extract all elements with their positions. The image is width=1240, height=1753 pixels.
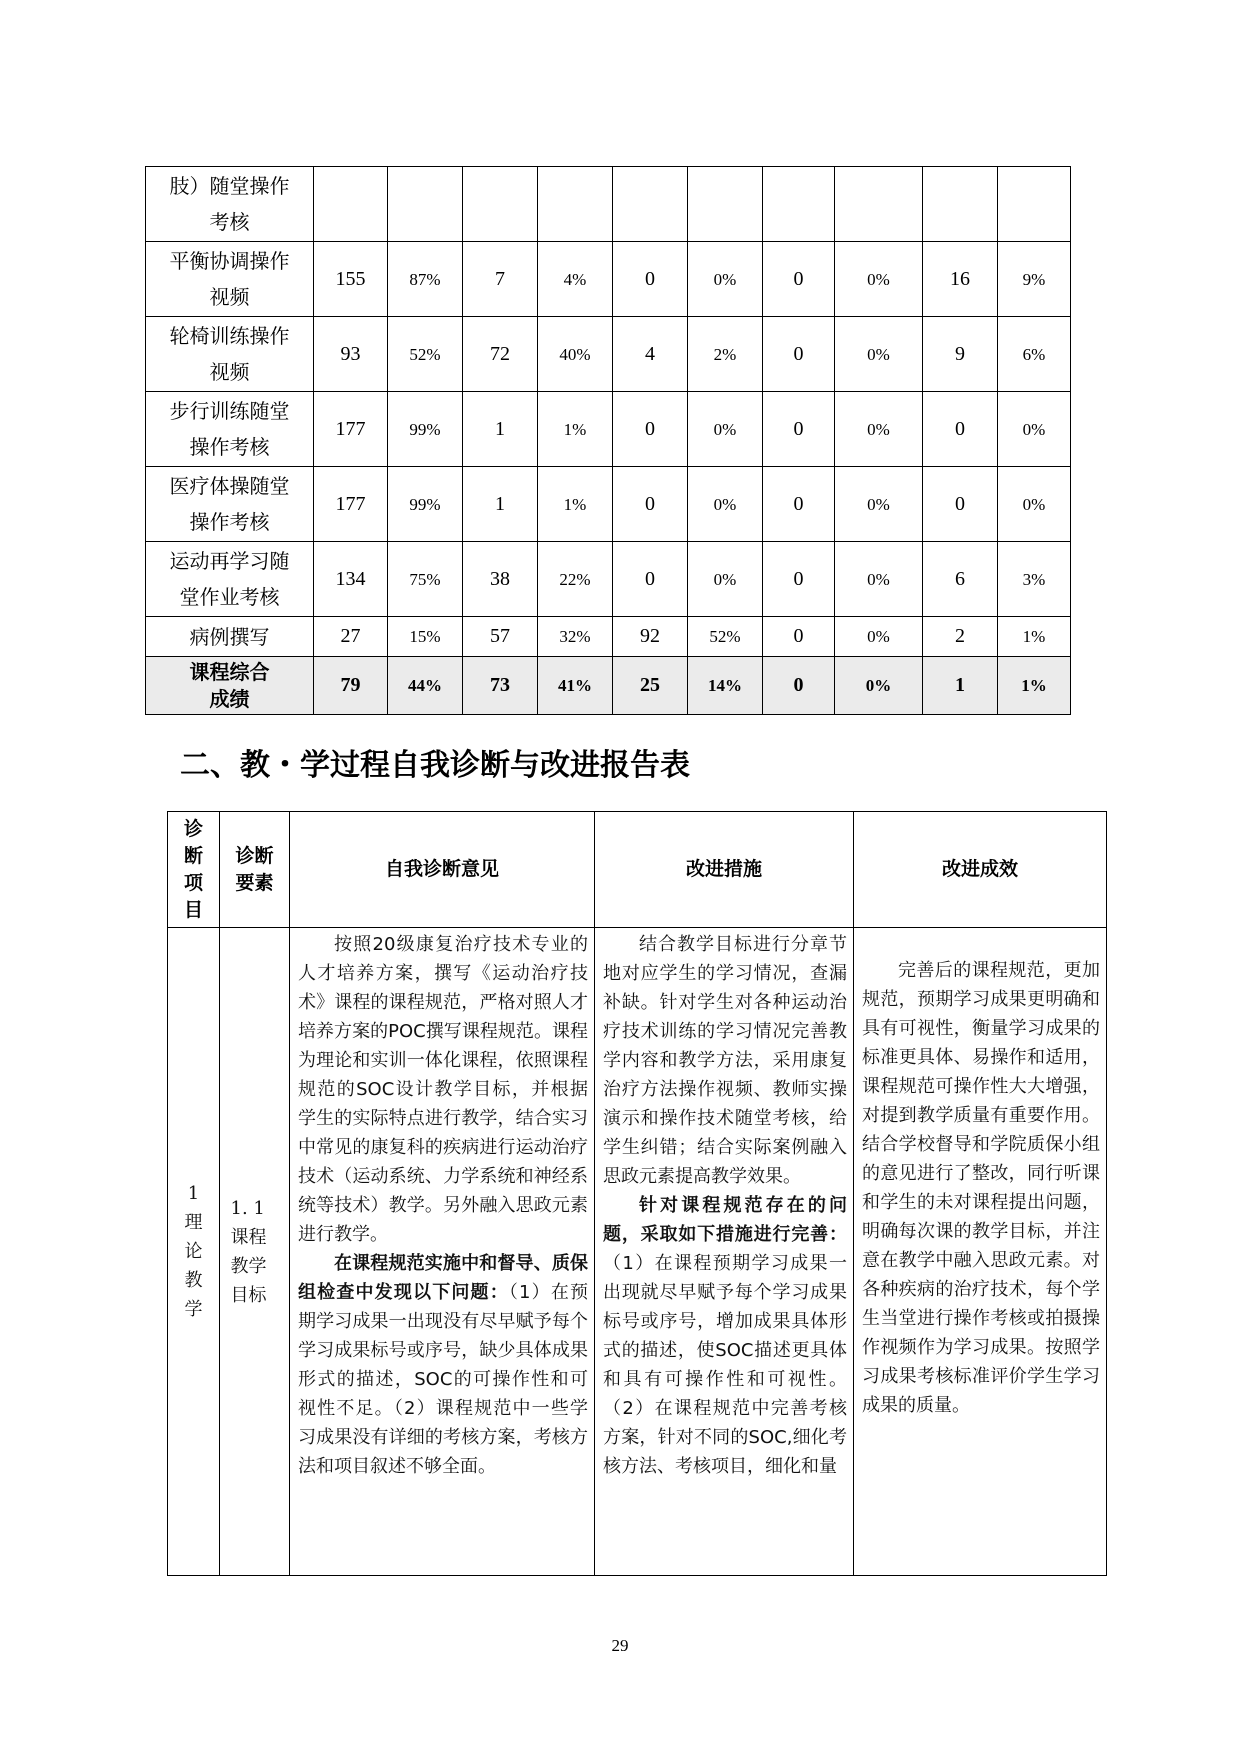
score-count-cell: 0 (763, 317, 835, 392)
header-improvement-effect: 改进成效 (854, 812, 1107, 928)
report-header-row (168, 812, 1107, 928)
header-self-diagnosis: 自我诊断意见 (290, 812, 595, 928)
score-percent-cell: 0% (998, 467, 1071, 542)
score-count-cell: 57 (463, 617, 538, 657)
score-percent-cell: 40% (538, 317, 613, 392)
header-diagnosis-item-label: 诊断项目 (183, 817, 203, 921)
score-count-cell: 27 (314, 617, 388, 657)
improvement-effect-text (854, 928, 1106, 1420)
score-percent-cell (998, 167, 1071, 242)
score-percent-cell: 0% (688, 242, 763, 317)
score-percent-cell: 32% (538, 617, 613, 657)
score-percent-cell: 99% (388, 467, 463, 542)
score-percent-cell (538, 167, 613, 242)
self-diagnosis-p1: 按照20级康复治疗技术专业的人才培养方案，撰写《运动治疗技术》课程的课程规范，严格对照人才培养方案的POC撰写课程规范。课程为理论和实训一体化课程，依照课程规范的SOC设计教学目标，并根据学生的实际特点进行教学，结合实习中常见的康复科的疾病进行运动治疗技术（运动系统、力学系统和神经系统等技术）教学。另外融入思政元素进行教学。 (298, 934, 588, 1245)
score-count-cell: 93 (314, 317, 388, 392)
score-percent-cell: 6% (998, 317, 1071, 392)
score-percent-cell: 75% (388, 542, 463, 617)
score-percent-cell: 52% (388, 317, 463, 392)
score-count-cell: 2 (923, 617, 998, 657)
score-count-cell: 0 (763, 617, 835, 657)
report-table (167, 811, 1107, 1576)
score-percent-cell: 1% (538, 392, 613, 467)
improvement-measures-p2-rest: （1）在课程预期学习成果一出现就尽早赋予每个学习成果标号或序号，增加成果具体形式的描述，使SOC描述更具体和具有可操作性和可视性。（2）在课程规范中完善考核方案，针对不同的SOC,细化考核方法、考核项目，细化和量 (603, 1253, 847, 1477)
score-count-cell: 155 (314, 242, 388, 317)
score-count-cell: 0 (923, 467, 998, 542)
score-count-cell: 25 (613, 657, 688, 715)
score-percent-cell: 0% (688, 467, 763, 542)
score-row-name: 轮椅训练操作视频 (146, 317, 314, 392)
self-diagnosis-p2-rest: （1）在预期学习成果一出现没有尽早赋予每个学习成果标号或序号，缺少具体成果形式的描述，SOC的可操作性和可视性不足。（2）课程规范中一些学习成果没有详细的考核方案，考核方法和项目叙述不够全面。 (298, 1282, 589, 1477)
score-count-cell: 0 (613, 242, 688, 317)
score-count-cell: 0 (763, 242, 835, 317)
score-percent-cell: 0% (688, 542, 763, 617)
header-diagnosis-element (220, 812, 290, 928)
score-count-cell: 16 (923, 242, 998, 317)
score-percent-cell: 2% (688, 317, 763, 392)
score-table (145, 166, 1071, 715)
improvement-measures-text (595, 928, 853, 1481)
score-row (146, 317, 1071, 392)
score-count-cell: 9 (923, 317, 998, 392)
score-count-cell: 0 (763, 657, 835, 715)
score-percent-cell: 9% (998, 242, 1071, 317)
improvement-effect-cell (854, 928, 1107, 1576)
self-diagnosis-p2-bold: 在课程规范实施中和督导、质保组检查中发现以下问题： (298, 1253, 588, 1303)
score-count-cell (463, 167, 538, 242)
header-diagnosis-element-label: 诊断要素 (235, 844, 274, 894)
report-row (168, 928, 1107, 1576)
score-count-cell (763, 167, 835, 242)
score-percent-cell: 52% (688, 617, 763, 657)
score-percent-cell: 0% (688, 392, 763, 467)
score-count-cell (613, 167, 688, 242)
score-percent-cell: 0% (835, 317, 923, 392)
score-row (146, 542, 1071, 617)
score-row-name: 病例撰写 (146, 617, 314, 657)
improvement-measures-cell (595, 928, 854, 1576)
self-diagnosis-text (290, 928, 594, 1481)
score-percent-cell (835, 167, 923, 242)
improvement-measures-p2-bold: 针对课程规范存在的问题，采取如下措施进行完善： (603, 1195, 847, 1245)
score-percent-cell: 0% (835, 242, 923, 317)
score-count-cell: 0 (613, 467, 688, 542)
score-count-cell: 0 (923, 392, 998, 467)
score-percent-cell: 41% (538, 657, 613, 715)
improvement-effect-p1: 完善后的课程规范，更加规范，预期学习成果更明确和具有可视性，衡量学习成果的标准更具体、易操作和适用，课程规范可操作性大大增强，对提到教学质量有重要作用。结合学校督导和学院质保小组的意见进行了整改，同行听课和学生的未对课程提出问题，明确每次课的教学目标，并注意在教学中融入思政元素。对各种疾病的治疗技术，每个学生当堂进行操作考核或拍摄操作视频作为学习成果。按照学习成果考核标准评价学生学习成果的质量。 (862, 960, 1100, 1416)
score-percent-cell: 1% (998, 657, 1071, 715)
score-count-cell: 38 (463, 542, 538, 617)
score-row-name: 课程综合成绩 (146, 657, 314, 715)
improvement-measures-p2 (603, 1191, 847, 1481)
score-table-body (146, 167, 1071, 715)
score-count-cell: 134 (314, 542, 388, 617)
score-count-cell: 6 (923, 542, 998, 617)
score-count-cell: 72 (463, 317, 538, 392)
score-row (146, 242, 1071, 317)
score-row (146, 167, 1071, 242)
score-count-cell (314, 167, 388, 242)
score-count-cell: 7 (463, 242, 538, 317)
score-row (146, 467, 1071, 542)
improvement-measures-p1: 结合教学目标进行分章节地对应学生的学习情况，查漏补缺。针对学生对各种运动治疗技术训练的学习情况完善教学内容和教学方法，采用康复治疗方法操作视频、教师实操演示和操作技术随堂考核，给学生纠错；结合实际案例融入思政元素提高教学效果。 (603, 934, 847, 1187)
score-percent-cell (688, 167, 763, 242)
score-row-name: 肢）随堂操作考核 (146, 167, 314, 242)
score-row (146, 617, 1071, 657)
score-percent-cell: 87% (388, 242, 463, 317)
score-percent-cell: 0% (835, 542, 923, 617)
score-count-cell: 4 (613, 317, 688, 392)
score-count-cell (923, 167, 998, 242)
score-count-cell: 1 (463, 392, 538, 467)
score-percent-cell: 0% (835, 617, 923, 657)
score-row-name: 医疗体操随堂操作考核 (146, 467, 314, 542)
page-number: 29 (611, 1636, 629, 1655)
score-count-cell: 73 (463, 657, 538, 715)
score-percent-cell: 15% (388, 617, 463, 657)
score-row (146, 392, 1071, 467)
score-row-name: 平衡协调操作视频 (146, 242, 314, 317)
score-count-cell: 177 (314, 392, 388, 467)
score-count-cell: 0 (763, 392, 835, 467)
score-count-cell: 0 (763, 467, 835, 542)
score-summary-row (146, 657, 1071, 715)
self-diagnosis-cell (290, 928, 595, 1576)
diagnosis-element: 1. 1课程教学目标 (230, 1197, 267, 1306)
score-count-cell: 1 (463, 467, 538, 542)
diagnosis-item: 1理论教学 (184, 1183, 203, 1320)
score-row-name: 运动再学习随堂作业考核 (146, 542, 314, 617)
score-count-cell: 177 (314, 467, 388, 542)
score-percent-cell: 0% (835, 467, 923, 542)
score-count-cell: 1 (923, 657, 998, 715)
score-count-cell: 79 (314, 657, 388, 715)
diagnosis-element-cell (220, 928, 290, 1576)
score-percent-cell: 14% (688, 657, 763, 715)
score-percent-cell: 3% (998, 542, 1071, 617)
score-percent-cell: 22% (538, 542, 613, 617)
score-percent-cell: 4% (538, 242, 613, 317)
score-percent-cell: 99% (388, 392, 463, 467)
score-percent-cell: 0% (998, 392, 1071, 467)
diagnosis-item-cell (168, 928, 220, 1576)
header-improvement-measures: 改进措施 (595, 812, 854, 928)
score-percent-cell: 1% (998, 617, 1071, 657)
score-count-cell: 0 (613, 392, 688, 467)
score-count-cell: 0 (613, 542, 688, 617)
score-count-cell: 92 (613, 617, 688, 657)
score-percent-cell: 0% (835, 657, 923, 715)
score-row-name: 步行训练随堂操作考核 (146, 392, 314, 467)
score-percent-cell: 1% (538, 467, 613, 542)
score-percent-cell: 44% (388, 657, 463, 715)
header-diagnosis-item (168, 812, 220, 928)
section-title: 二、教・学过程自我诊断与改进报告表 (180, 748, 690, 783)
score-percent-cell (388, 167, 463, 242)
score-count-cell: 0 (763, 542, 835, 617)
self-diagnosis-p2 (298, 1249, 588, 1481)
score-percent-cell: 0% (835, 392, 923, 467)
